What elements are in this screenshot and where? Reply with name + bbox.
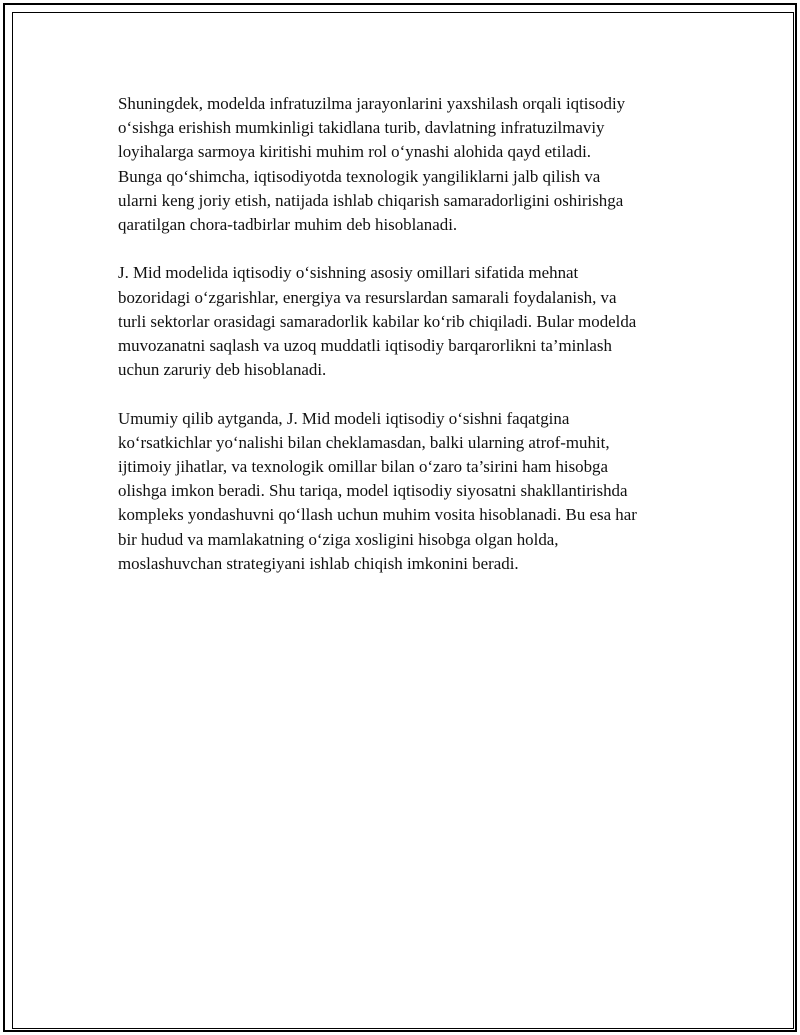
- paragraph-2: J. Mid modelida iqtisodiy o‘sishning asosiy omillari sifatida mehnat bozoridagi o‘zgarishlar, energiya va resurslardan samarali foydalanish, va turli sektorlar orasidagi samaradorlik kabilar ko‘rib chiqiladi. Bular modelda muvozanatni saqlash va uzoq muddatli iqtisodiy barqarorlikni ta’minlash uchun zaruriy deb hisoblanadi.: [118, 263, 637, 380]
- paragraph-3: Umumiy qilib aytganda, J. Mid modeli iqtisodiy o‘sishni faqatgina ko‘rsatkichlar yo‘nalishi bilan cheklamasdan, balki ularning atrof-muhit, ijtimoiy jihatlar, va texnologik omillar bilan o‘zaro ta’sirini ham hisobga olishga imkon beradi. Shu tariqa, model iqtisodiy siyosatni shakllantirishda kompleks yondashuvni qo‘llash uchun muhim vosita hisoblanadi. Bu esa har bir hudud va mamlakatning o‘ziga xosligini hisobga olgan holda, moslashuvchan strategiyani ishlab chiqish imkonini beradi.: [118, 408, 637, 573]
- paragraph-1: Shuningdek, modelda infratuzilma jarayonlarini yaxshilash orqali iqtisodiy o‘sishga erishish mumkinligi takidlana turib, davlatning infratuzilmaviy loyihalarga sarmoya kiritishi muhim rol o‘ynashi alohida qayd etiladi. Bunga qo‘shimcha, iqtisodiyotda texnologik yangiliklarni jalb qilish va ularni keng joriy etish, natijada ishlab chiqarish samaradorligini oshirishga qaratilgan chora-tadbirlar muhim deb hisoblanadi.: [118, 94, 626, 235]
- document-body: [118, 92, 698, 600]
